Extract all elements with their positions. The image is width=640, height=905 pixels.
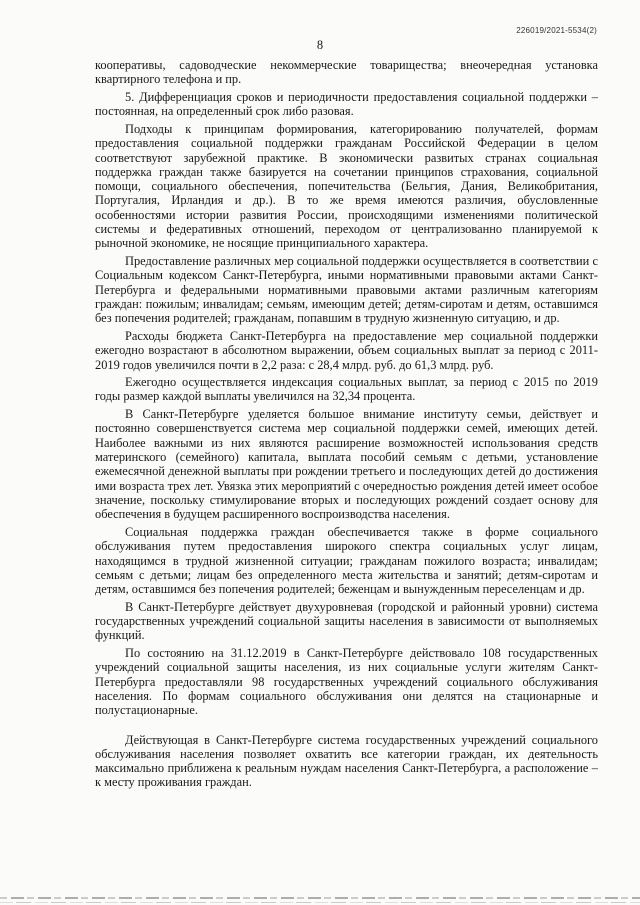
paragraph: Социальная поддержка граждан обеспечивается также в форме социального обслуживания путем предоставления широкого спектра социальных услуг лицам, находящимся в трудной жизненной ситуации; гражданам пожилого возраста; инвалидам; семьям с детьми; лицам без определенного места жительства и занятий; детям-сиротам и детям, оставшимся без попечения родителей; беженцам и вынужденным переселенцам и др. [95, 524, 598, 597]
paragraph: В Санкт-Петербурге действует двухуровневая (городской и районный уровни) система государственных учреждений социальной защиты населения в зависимости от выполняемых функций. [95, 599, 598, 643]
paragraph: Предоставление различных мер социальной поддержки осуществляется в соответствии с Социальным кодексом Санкт-Петербурга, иными нормативными правовыми актами Санкт-Петербурга и федеральными нормативными правовыми актами различным категориям граждан: пожилым; инвалидам; семьям, имеющим детей; детям-сиротам и детям, оставшимся без попечения родителей; гражданам, попавшим в трудную жизненную ситуацию, и др. [95, 254, 598, 326]
paragraph: Расходы бюджета Санкт-Петербурга на предоставление мер социальной поддержки ежегодно возрастают в абсолютном выражении, объем социальных выплат за период с 2011-2019 годов увеличился почти в 2,2 раза: с 28,4 млрд. руб. до 61,3 млрд. руб. [95, 328, 598, 372]
paragraph: В Санкт-Петербурге уделяется большое внимание институту семьи, действует и постоянно совершенствуется система мер социальной поддержки семей, имеющих детей. Наиболее важными из них являются расширение возможностей использования средств материнского (семейного) капитала, выплата пособий семьям с детьми, установление ежемесячной денежной выплаты при рождении третьего и последующих детей до достижения ими возраста трех лет. Увязка этих мероприятий с очередностью рождения детей имеет особое значение, поскольку стимулирование вторых и последующих рождений создает основу для обеспечения в будущем расширенного воспроизводства населения. [95, 407, 598, 522]
paragraph: Подходы к принципам формирования, категорированию получателей, формам предоставления социальной поддержки гражданам Российской Федерации в целом соответствуют зарубежной практике. В экономически развитых странах социальная поддержка граждан также базируется на сочетании принципов страхования, социальной помощи, социального обеспечения, попечительства (Бельгия, Дания, Великобритания, Португалия, Ирландия и др.). В то же время имеются различия, обусловленные особенностями истории развития России, происходящими изменениями политической системы и федеративных отношений, переходом от централизованно планируемой к рыночной экономике, не носящие принципиального характера. [95, 121, 598, 251]
paragraph: По состоянию на 31.12.2019 в Санкт-Петербурге действовало 108 государственных учреждений социальной защиты населения, из них социальные услуги жителям Санкт-Петербурга предоставляли 98 государственных учреждений социального обслуживания населения. По формам социального обслуживания они делятся на стационарные и полустационарные. [95, 646, 598, 718]
document-body [95, 58, 598, 793]
paragraph: Действующая в Санкт-Петербурге система государственных учреждений социального обслуживания населения позволяет охватить все категории граждан, их деятельность максимально приближена к реальным нуждам населения Санкт-Петербурга, а расположение – к месту проживания граждан. [95, 732, 598, 790]
paragraph: 5. Дифференциация сроков и периодичности предоставления социальной поддержки – постоянная, на определенный срок либо разовая. [95, 89, 598, 119]
paragraph: кооперативы, садоводческие некоммерческие товарищества; внеочередная установка квартирного телефона и пр. [95, 58, 598, 87]
document-registration-number: 226019/2021-5534(2) [516, 26, 597, 35]
scan-edge-artifact [0, 897, 640, 899]
scan-edge-artifact [0, 902, 640, 903]
paragraph: Ежегодно осуществляется индексация социальных выплат, за период с 2015 по 2019 годы размер каждой выплаты увеличился на 32,34 процента. [95, 375, 598, 404]
page-number: 8 [316, 38, 324, 52]
